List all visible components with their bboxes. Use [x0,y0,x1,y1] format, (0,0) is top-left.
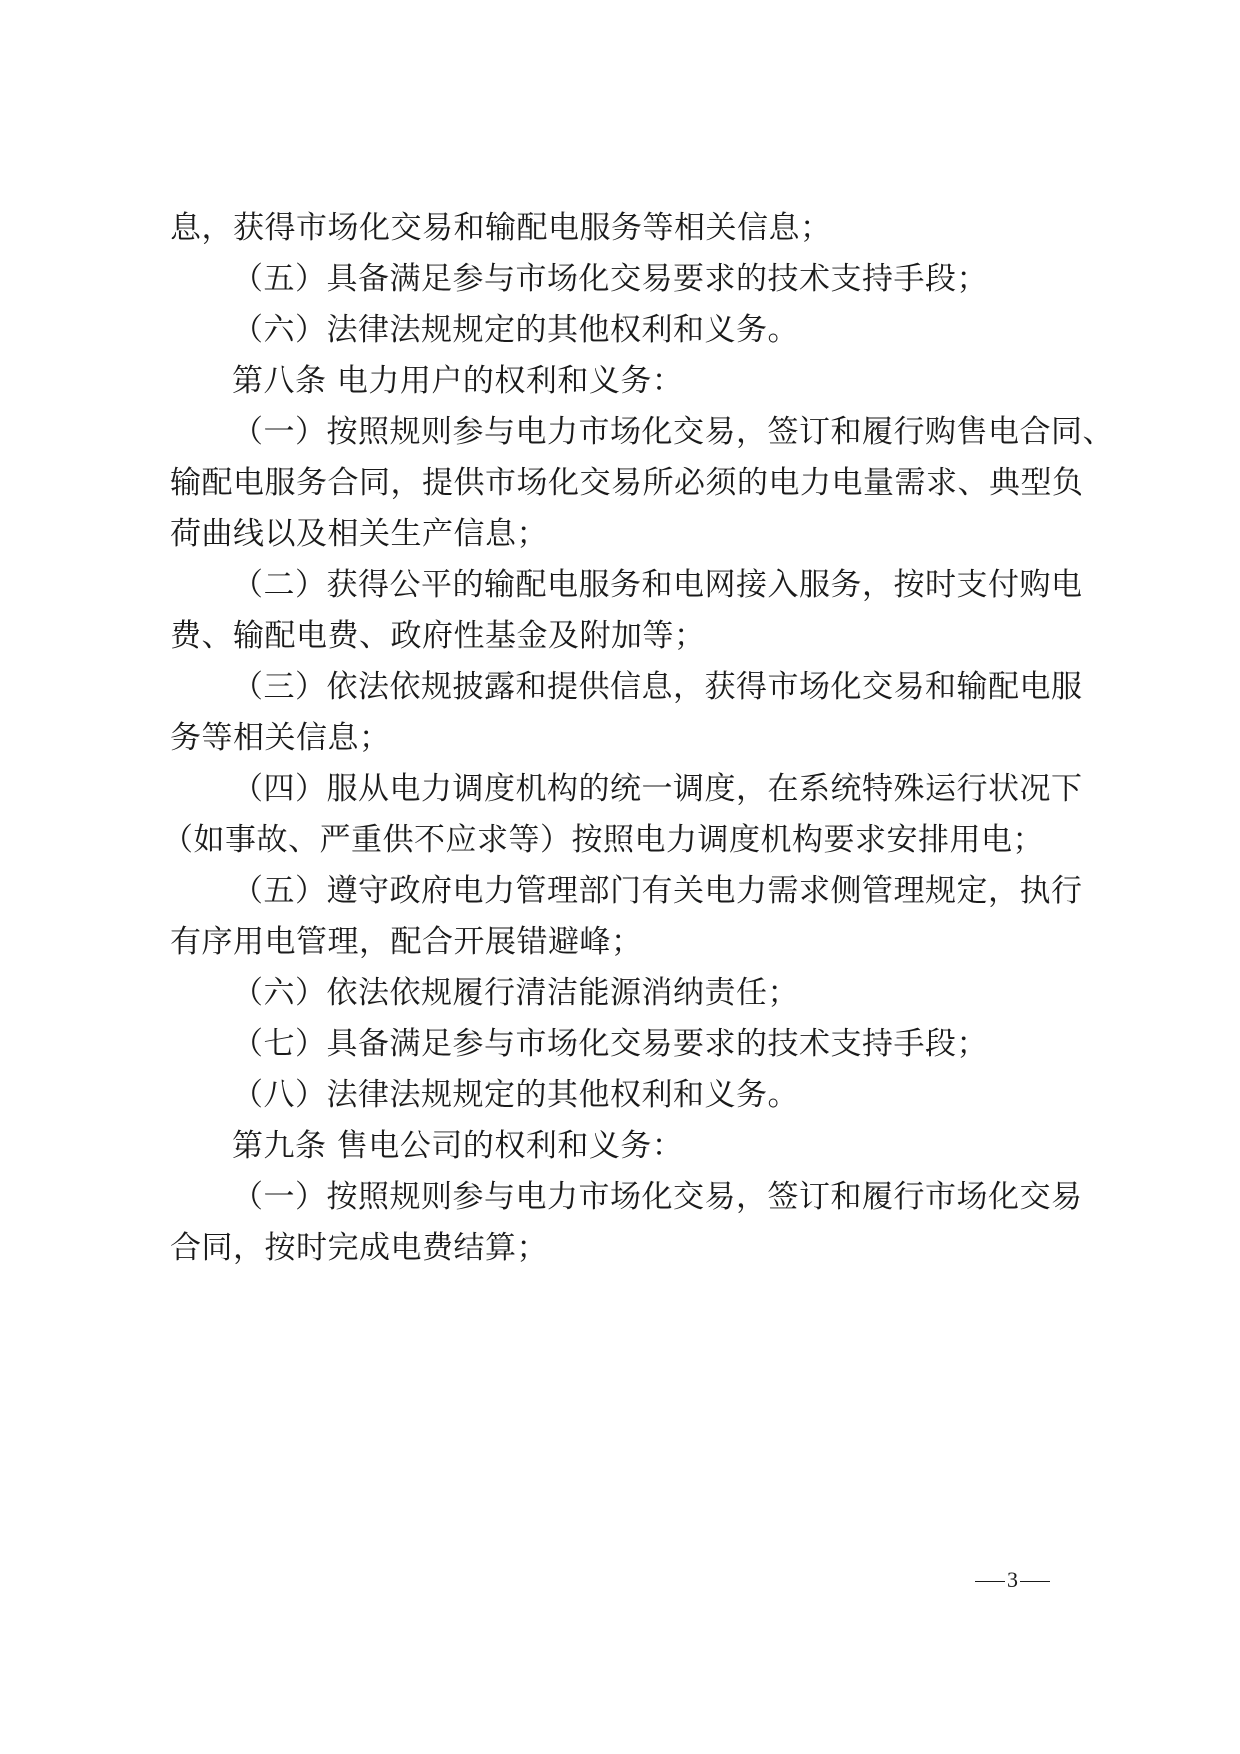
page-number-value: 3 [1007,1567,1018,1592]
article-heading: 第八条 电力用户的权利和义务： [232,363,684,399]
paragraph-line: 荷曲线以及相关生产信息； [170,516,548,552]
article-heading: 第九条 售电公司的权利和义务： [232,1128,684,1164]
paragraph-line: 有序用电管理，配合开展错避峰； [170,924,643,960]
paragraph-line: 合同，按时完成电费结算； [170,1230,548,1266]
paragraph-line: （五）具备满足参与市场化交易要求的技术支持手段； [232,261,988,297]
page-number [975,1567,1050,1593]
page-number-right-dash [1020,1581,1050,1582]
paragraph-line: 费、输配电费、政府性基金及附加等； [170,618,706,654]
document-body [162,203,1114,1274]
paragraph-line: （二）获得公平的输配电服务和电网接入服务，按时支付购电 [232,567,1083,603]
paragraph-line: 务等相关信息； [170,720,391,756]
paragraph-line: （六）依法依规履行清洁能源消纳责任； [232,975,799,1011]
paragraph-line: （三）依法依规披露和提供信息，获得市场化交易和输配电服 [232,669,1083,705]
paragraph-line: 息，获得市场化交易和输配电服务等相关信息； [170,210,832,246]
paragraph-line: （四）服从电力调度机构的统一调度，在系统特殊运行状况下 [232,771,1083,807]
paragraph-line: （八）法律法规规定的其他权利和义务。 [232,1077,799,1113]
paragraph-line: （六）法律法规规定的其他权利和义务。 [232,312,799,348]
paragraph-line: （一）按照规则参与电力市场化交易，签订和履行市场化交易 [232,1179,1083,1215]
paragraph-line: 输配电服务合同，提供市场化交易所必须的电力电量需求、典型负 [170,465,1084,501]
page-number-left-dash [975,1581,1005,1582]
paragraph-line: （七）具备满足参与市场化交易要求的技术支持手段； [232,1026,988,1062]
paragraph-line: （一）按照规则参与电力市场化交易，签订和履行购售电合同、 [232,414,1114,450]
paragraph-line: （如事故、严重供不应求等）按照电力调度机构要求安排用电； [162,822,1044,858]
paragraph-line: （五）遵守政府电力管理部门有关电力需求侧管理规定，执行 [232,873,1083,909]
